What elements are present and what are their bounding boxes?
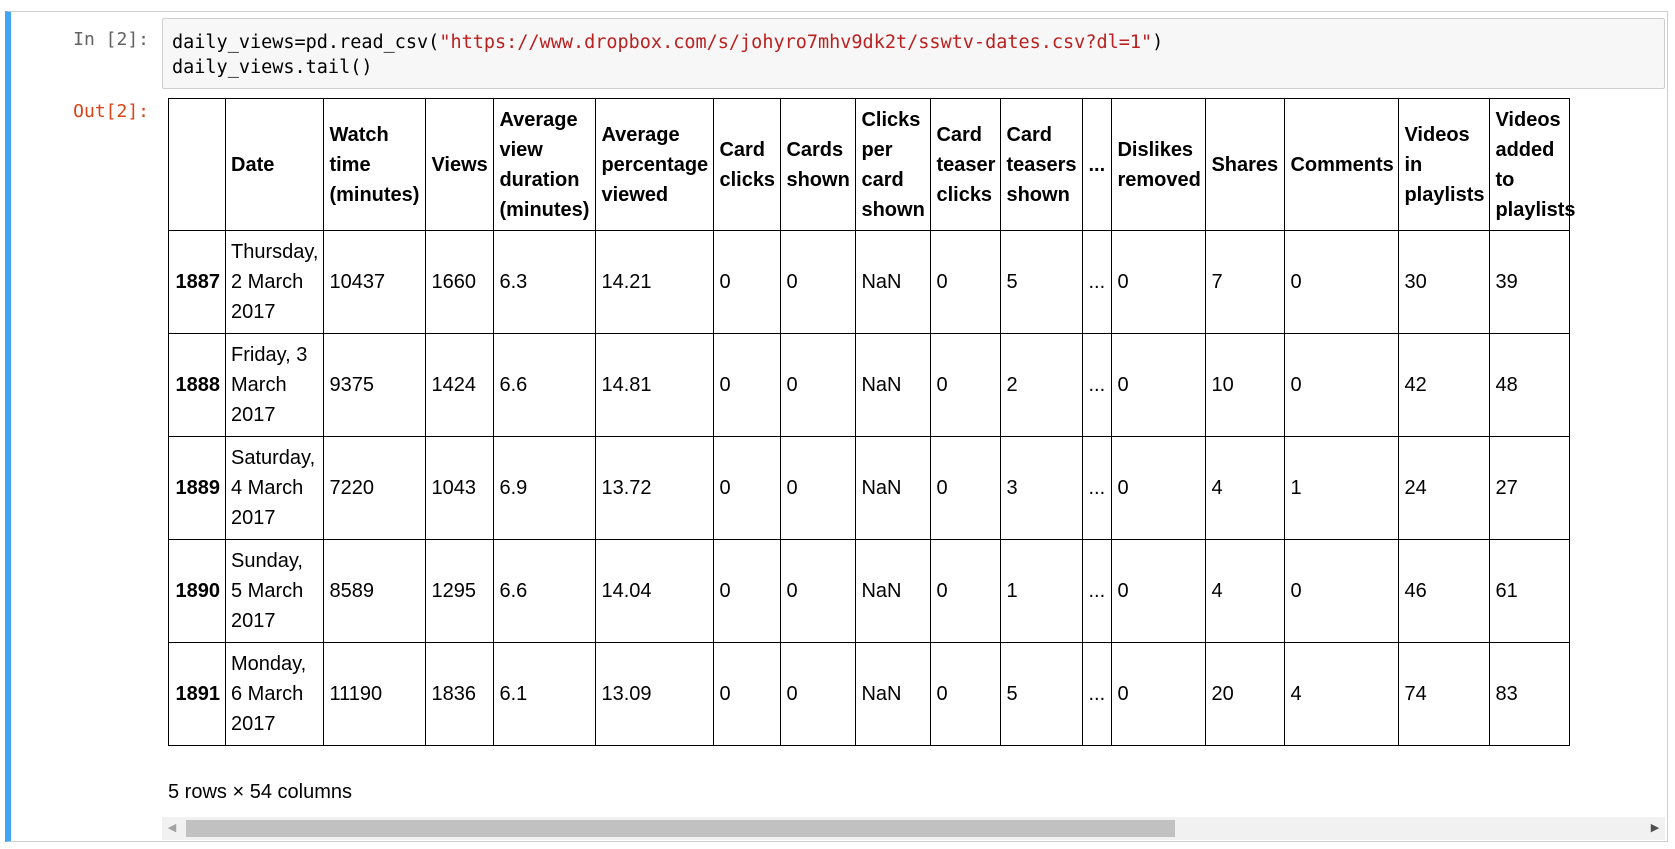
table-cell: 0 xyxy=(1112,231,1206,334)
table-cell: Saturday, 4 March 2017 xyxy=(226,437,324,540)
row-index: 1889 xyxy=(169,437,226,540)
output-prompt: Out[2]: xyxy=(73,101,149,122)
table-cell: NaN xyxy=(856,334,931,437)
code-input-area[interactable] xyxy=(162,18,1665,89)
code-text: daily_views=pd.read_csv( xyxy=(172,32,440,53)
table-cell: 8589 xyxy=(324,540,426,643)
column-header: Date xyxy=(226,99,324,231)
table-cell: 0 xyxy=(781,437,856,540)
column-header: Card clicks xyxy=(714,99,781,231)
table-cell: 0 xyxy=(1285,334,1399,437)
code-line xyxy=(172,30,1163,55)
table-cell: 61 xyxy=(1490,540,1570,643)
table-cell: 4 xyxy=(1206,540,1285,643)
table-cell: 1043 xyxy=(426,437,494,540)
table-row xyxy=(169,231,1570,334)
table-cell: 10 xyxy=(1206,334,1285,437)
table-cell: 13.72 xyxy=(596,437,714,540)
table-cell: 0 xyxy=(1112,540,1206,643)
code-string-literal: "https://www.dropbox.com/s/johyro7mhv9dk2t/sswtv-dates.csv?dl=1" xyxy=(439,32,1153,53)
table-cell: NaN xyxy=(856,643,931,746)
table-cell: 6.9 xyxy=(494,437,596,540)
notebook-cell[interactable] xyxy=(5,11,1668,842)
table-cell: 2 xyxy=(1001,334,1083,437)
column-header: Videos added to playlists xyxy=(1490,99,1570,231)
table-cell: 9375 xyxy=(324,334,426,437)
table-cell: 0 xyxy=(931,334,1001,437)
column-header: Dislikes removed xyxy=(1112,99,1206,231)
row-index: 1887 xyxy=(169,231,226,334)
table-cell: 1424 xyxy=(426,334,494,437)
table-cell: 48 xyxy=(1490,334,1570,437)
table-cell: 0 xyxy=(931,437,1001,540)
table-cell: 27 xyxy=(1490,437,1570,540)
table-cell: 42 xyxy=(1399,334,1490,437)
table-cell: 6.3 xyxy=(494,231,596,334)
table-cell: ... xyxy=(1083,437,1112,540)
table-cell: 6.6 xyxy=(494,540,596,643)
table-cell: 1660 xyxy=(426,231,494,334)
table-cell: 0 xyxy=(1112,334,1206,437)
scrollbar-thumb[interactable] xyxy=(186,820,1175,837)
output-area xyxy=(168,98,1668,836)
table-cell: NaN xyxy=(856,437,931,540)
table-cell: 39 xyxy=(1490,231,1570,334)
table-cell: 13.09 xyxy=(596,643,714,746)
table-cell: 0 xyxy=(931,643,1001,746)
table-cell: 46 xyxy=(1399,540,1490,643)
table-cell: NaN xyxy=(856,540,931,643)
table-cell: ... xyxy=(1083,231,1112,334)
table-row xyxy=(169,334,1570,437)
table-cell: 4 xyxy=(1206,437,1285,540)
column-header: Views xyxy=(426,99,494,231)
table-cell: 14.04 xyxy=(596,540,714,643)
column-header: Watch time (minutes) xyxy=(324,99,426,231)
row-index: 1891 xyxy=(169,643,226,746)
table-cell: 24 xyxy=(1399,437,1490,540)
column-header: Card teasers shown xyxy=(1001,99,1083,231)
table-cell: 30 xyxy=(1399,231,1490,334)
table-cell: ... xyxy=(1083,643,1112,746)
code-line xyxy=(172,55,1163,80)
table-cell: 0 xyxy=(781,643,856,746)
table-cell: 0 xyxy=(1112,437,1206,540)
table-cell: 11190 xyxy=(324,643,426,746)
table-cell: 0 xyxy=(714,231,781,334)
code-text: ) xyxy=(1152,32,1164,53)
table-cell: 20 xyxy=(1206,643,1285,746)
table-cell: 0 xyxy=(714,437,781,540)
column-header: Videos in playlists xyxy=(1399,99,1490,231)
table-cell: 0 xyxy=(714,334,781,437)
column-header: Card teaser clicks xyxy=(931,99,1001,231)
table-cell: 0 xyxy=(781,540,856,643)
table-cell: 7220 xyxy=(324,437,426,540)
table-cell: Friday, 3 March 2017 xyxy=(226,334,324,437)
table-cell: 5 xyxy=(1001,643,1083,746)
table-cell: ... xyxy=(1083,540,1112,643)
code-editor[interactable] xyxy=(172,30,1163,80)
table-cell: 14.81 xyxy=(596,334,714,437)
column-header: Average view duration (minutes) xyxy=(494,99,596,231)
dataframe-table xyxy=(168,98,1576,746)
table-cell: NaN xyxy=(856,231,931,334)
table-row xyxy=(169,540,1570,643)
column-header: Clicks per card shown xyxy=(856,99,931,231)
table-cell: 0 xyxy=(714,643,781,746)
table-cell: 3 xyxy=(1001,437,1083,540)
table-cell: Sunday, 5 March 2017 xyxy=(226,540,324,643)
table-cell: 6.1 xyxy=(494,643,596,746)
column-header: ... xyxy=(1083,99,1112,231)
table-cell: 7 xyxy=(1206,231,1285,334)
table-cell: 1 xyxy=(1001,540,1083,643)
table-row xyxy=(169,643,1570,746)
column-header: Shares xyxy=(1206,99,1285,231)
table-cell: 0 xyxy=(781,231,856,334)
row-index: 1890 xyxy=(169,540,226,643)
index-header xyxy=(169,99,226,231)
table-cell: 0 xyxy=(714,540,781,643)
table-cell: Thursday, 2 March 2017 xyxy=(226,231,324,334)
table-cell: 6.6 xyxy=(494,334,596,437)
table-cell: 1 xyxy=(1285,437,1399,540)
table-cell: 0 xyxy=(931,540,1001,643)
scroll-right-arrow-icon[interactable]: ▶ xyxy=(1650,822,1660,834)
table-cell: 4 xyxy=(1285,643,1399,746)
table-cell: 83 xyxy=(1490,643,1570,746)
table-cell: ... xyxy=(1083,334,1112,437)
code-text: daily_views.tail() xyxy=(172,57,373,78)
table-cell: 0 xyxy=(1112,643,1206,746)
table-cell: 1836 xyxy=(426,643,494,746)
table-cell: 1295 xyxy=(426,540,494,643)
table-cell: 14.21 xyxy=(596,231,714,334)
table-cell: 5 xyxy=(1001,231,1083,334)
table-cell: 74 xyxy=(1399,643,1490,746)
column-header: Comments xyxy=(1285,99,1399,231)
table-cell: 10437 xyxy=(324,231,426,334)
table-cell: 0 xyxy=(1285,540,1399,643)
column-header: Average percentage viewed xyxy=(596,99,714,231)
table-row xyxy=(169,437,1570,540)
table-cell: 0 xyxy=(781,334,856,437)
horizontal-scrollbar[interactable] xyxy=(162,817,1665,840)
column-header: Cards shown xyxy=(781,99,856,231)
table-cell: 0 xyxy=(931,231,1001,334)
row-index: 1888 xyxy=(169,334,226,437)
input-prompt: In [2]: xyxy=(73,29,149,50)
header-row xyxy=(169,99,1570,231)
table-cell: 0 xyxy=(1285,231,1399,334)
table-cell: Monday, 6 March 2017 xyxy=(226,643,324,746)
dataframe-shape: 5 rows × 54 columns xyxy=(168,781,352,803)
table-body xyxy=(169,231,1570,746)
scroll-left-arrow-icon[interactable]: ◀ xyxy=(167,822,177,834)
